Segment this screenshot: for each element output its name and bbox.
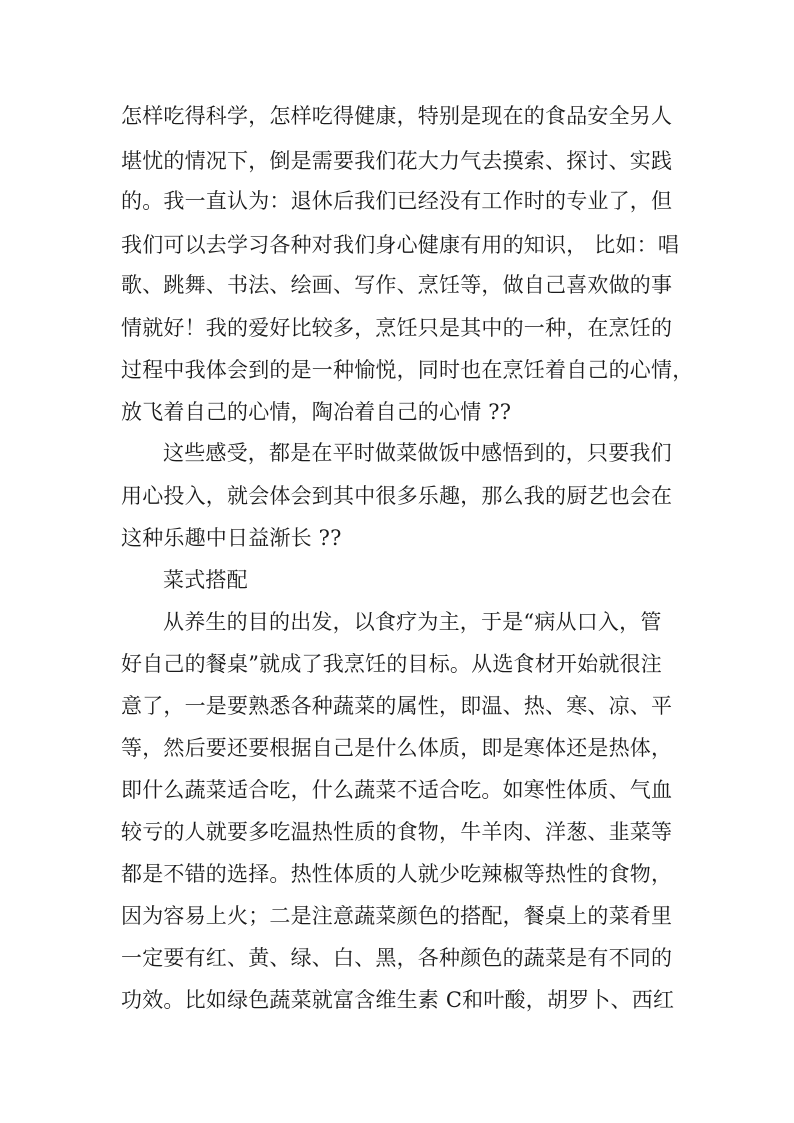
paragraph-2-line-2: 用心投入，就会体会到其中很多乐趣，那么我的厨艺也会在 — [121, 484, 673, 508]
paragraph-3-line-1: 从养生的目的出发，以食疗为主，于是“病从口入，管 — [163, 610, 662, 634]
paragraph-1-line-7: 过程中我体会到的是一种愉悦，同时也在烹饪着自己的心情， — [121, 358, 694, 382]
paragraph-1-line-4: 我们可以去学习各种对我们身心健康有用的知识， 比如：唱 — [121, 233, 680, 257]
paragraph-3-line-2: 好自己的餐桌”就成了我烹饪的目标。从选食材开始就很注 — [121, 652, 662, 676]
paragraph-1-line-8: 放飞着自己的心情，陶冶着自己的心情 ?? — [121, 400, 512, 424]
paragraph-3-line-3: 意了，一是要熟悉各种蔬菜的属性，即温、热、寒、凉、平 — [121, 694, 673, 718]
paragraph-1-line-6: 情就好！我的爱好比较多，烹饪只是其中的一种，在烹饪的 — [121, 316, 673, 340]
paragraph-3-line-5: 即什么蔬菜适合吃，什么蔬菜不适合吃。如寒性体质、气血 — [121, 778, 673, 802]
paragraph-1-line-1: 怎样吃得科学，怎样吃得健康，特别是现在的食品安全另人 — [121, 104, 673, 128]
paragraph-3-line-8: 因为容易上火；二是注意蔬菜颜色的搭配，餐桌上的菜肴里 — [121, 904, 673, 928]
paragraph-3-line-6: 较亏的人就要多吃温热性质的食物，牛羊肉、洋葱、韭菜等 — [121, 820, 673, 844]
paragraph-1-line-2: 堪忧的情况下，倒是需要我们花大力气去摸索、探讨、实践 — [121, 149, 673, 173]
paragraph-3-line-7: 都是不错的选择。热性体质的人就少吃辣椒等热性的食物， — [121, 862, 673, 886]
paragraph-1-line-5: 歌、跳舞、书法、绘画、写作、烹饪等，做自己喜欢做的事 — [121, 273, 673, 297]
section-heading: 菜式搭配 — [163, 568, 248, 592]
paragraph-3-line-10: 功效。比如绿色蔬菜就富含维生素 C和叶酸，胡罗卜、西红 — [121, 988, 675, 1012]
paragraph-3-line-4: 等，然后要还要根据自己是什么体质，即是寒体还是热体， — [121, 736, 673, 760]
paragraph-2-line-1: 这些感受，都是在平时做菜做饭中感悟到的，只要我们 — [163, 441, 672, 465]
paragraph-1-line-3: 的。我一直认为：退休后我们已经没有工作时的专业了，但 — [121, 189, 673, 213]
paragraph-2-line-3: 这种乐趣中日益渐长 ?? — [121, 526, 342, 550]
paragraph-3-line-9: 一定要有红、黄、绿、白、黑，各种颜色的蔬菜是有不同的 — [121, 946, 673, 970]
